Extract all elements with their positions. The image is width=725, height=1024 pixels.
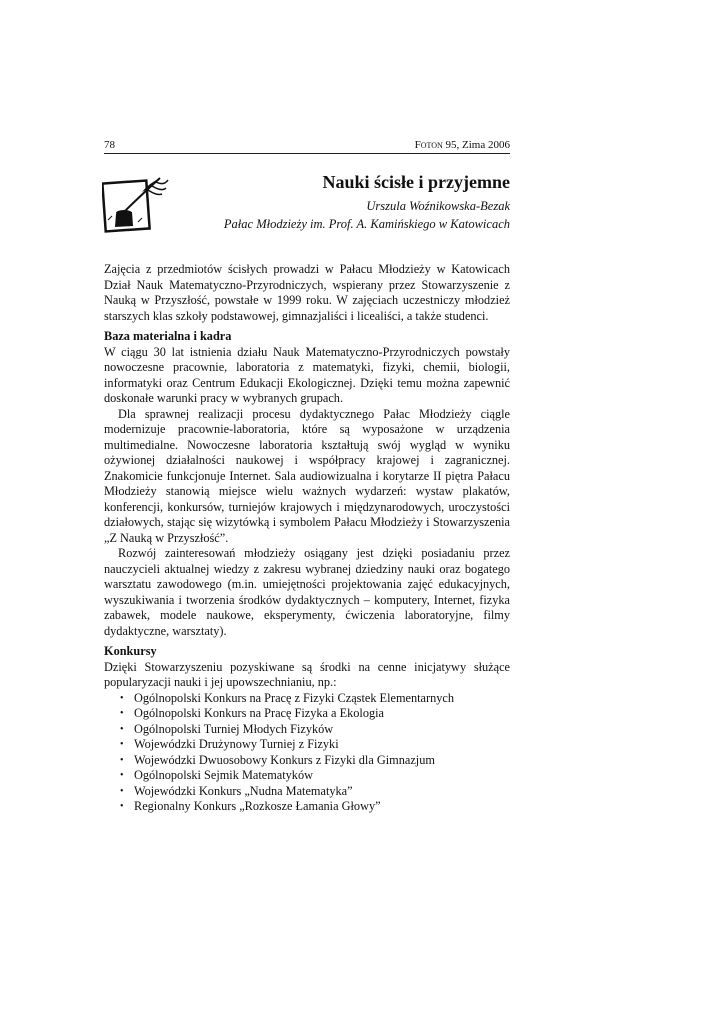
list-item [120,706,510,722]
page-number: 78 [104,139,115,151]
page-header [104,139,510,154]
intro-paragraph: Zajęcia z przedmiotów ścisłych prowadzi w Pałacu Młodzieży w Katowicach Dział Nauk Matematyczno-Przyrodniczych, wspierany przez Stowarzyszenie z Nauką w Przyszłość, powstałe w 1999 roku. W zajęciach uczestniczy młodzież starszych klas szkoły podstawowej, gimnazjaliści i licealiści, a także studenci. [104,262,510,323]
list-item-text: Wojewódzki Konkurs „Nudna Matematyka” [134,783,353,798]
article-title: Nauki ścisłe i przyjemne [322,172,510,192]
list-item [120,737,510,753]
bullet-icon: • [120,708,124,719]
quill-inkwell-icon [102,176,172,234]
bullet-icon: • [120,754,124,766]
list-item-text: Wojewódzki Dwuosobowy Konkurs z Fizyki dla Gimnazjum [134,752,435,767]
list-item-text: Regionalny Konkurs „Rozkosze Łamania Głowy” [134,799,381,813]
section-heading-baza: Baza materialna i kadra [104,329,232,343]
paragraph-baza-2: Dla sprawnej realizacji procesu dydaktycznego Pałac Młodzieży ciągle modernizuje pracownie-laboratoria, które są wyposażone w urządzenia multimedialne. Nowoczesne laboratoria kształtują swój wygląd w wyniku ożywionej działalności naukowej i współpracy krajowej i zagranicznej. Znakomicie funkcjonuje Internet. Sala audiowizualna i korytarze II piętra Pałacu Młodzieży stanowią miejsce wielu ważnych wydarzeń: wystaw plakatów, konferencji, konkursów, turniejów krajowych i międzynarodowych, uroczystości działowych, stając się wizytówką i symbolem Pałacu Młodzieży i Stowarzyszenia „Z Nauką w Przyszłość”. [104,406,510,545]
running-head [415,139,510,151]
list-item-text: Ogólnopolski Konkurs na Pracę Fizyka a Ekologia [134,706,384,720]
article-body [104,262,510,815]
bullet-icon: • [120,801,124,812]
list-item-text: Wojewódzki Drużynowy Turniej z Fizyki [134,737,339,751]
bullet-icon: • [120,770,124,781]
list-item [120,690,510,707]
list-item [120,752,510,769]
list-item [120,799,510,815]
list-item-text: Ogólnopolski Konkurs na Pracę z Fizyki Cząstek Elementarnych [134,690,454,705]
paragraph-baza-1: W ciągu 30 lat istnienia działu Nauk Matematyczno-Przyrodniczych powstały nowoczesne pracownie, laboratoria z matematyki, fizyki, chemii, biologii, informatyki oraz Centrum Edukacji Ekologicznej. Dzięki temu można zapewnić doskonałe warunki pracy w wybranych grupach. [104,344,510,405]
list-item-text: Ogólnopolski Sejmik Matematyków [134,768,313,782]
bullet-icon: • [120,785,124,797]
paragraph-baza-3: Rozwój zainteresowań młodzieży osiągany jest dzięki posiadaniu przez nauczycieli aktualnej wiedzy z zakresu wybranej dziedziny nauki oraz bogatego warsztatu zawodowego (m.in. umiejętności projektowania zajęć edukacyjnych, wyszukiwania i tworzenia środków dydaktycznych – komputery, Internet, fizyka zabawek, modele naukowe, eksperymenty, ćwiczenia laboratoryjne, filmy dydaktyczne, warsztaty). [104,546,510,638]
article-author: Urszula Woźnikowska-Bezak [366,199,510,213]
bullet-icon: • [120,723,124,735]
paragraph-konkursy-1: Dzięki Stowarzyszeniu pozyskiwane są środki na cenne inicjatywy służące popularyzacji nauki i jej upowszechnianiu, np.: [104,659,510,689]
competition-list [104,691,510,815]
list-item-text: Ogólnopolski Turniej Młodych Fizyków [134,721,334,736]
article-affiliation: Pałac Młodzieży im. Prof. A. Kamińskiego w Katowicach [223,217,510,231]
list-item [120,783,510,800]
bullet-icon: • [120,692,124,704]
journal-name: Foton [414,139,443,151]
list-item [120,721,510,738]
journal-issue: 95, Zima 2006 [442,139,510,151]
bullet-icon: • [120,739,124,750]
section-heading-konkursy: Konkursy [104,644,157,658]
list-item [120,768,510,784]
